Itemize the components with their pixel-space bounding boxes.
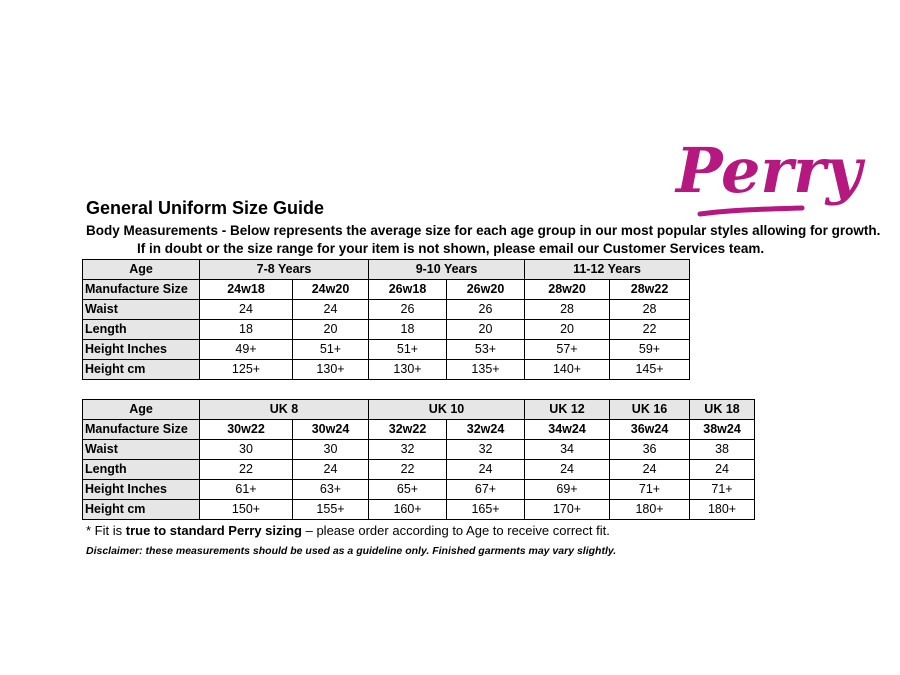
table-cell: 36w24	[610, 420, 690, 440]
table-row	[83, 340, 690, 360]
table-cell: 22	[200, 460, 293, 480]
table-cell: 165+	[447, 500, 525, 520]
row-label: Manufacture Size	[83, 280, 200, 300]
table-cell: 135+	[447, 360, 525, 380]
table-cell: 18	[369, 320, 447, 340]
table-cell: 130+	[293, 360, 369, 380]
fit-note-emphasis: true to standard Perry sizing	[125, 523, 302, 538]
table-cell: 32	[447, 440, 525, 460]
uk-size-header: UK 8	[200, 400, 369, 420]
table-cell: 67+	[447, 480, 525, 500]
table-row	[83, 460, 755, 480]
table-row	[83, 500, 755, 520]
table-cell: 69+	[525, 480, 610, 500]
page-title: General Uniform Size Guide	[86, 198, 325, 218]
disclaimer: Disclaimer: these measurements should be used as a guideline only. Finished garments may vary slightly.	[86, 545, 617, 557]
table-cell: 49+	[200, 340, 293, 360]
uk-size-header: UK 18	[690, 400, 755, 420]
row-label: Waist	[83, 440, 200, 460]
row-label: Manufacture Size	[83, 420, 200, 440]
table-cell: 28	[525, 300, 610, 320]
table-cell: 140+	[525, 360, 610, 380]
table-cell: 38	[690, 440, 755, 460]
row-label: Height Inches	[83, 340, 200, 360]
table-cell: 180+	[690, 500, 755, 520]
table-cell: 32w22	[369, 420, 447, 440]
table-cell: 32w24	[447, 420, 525, 440]
row-label: Waist	[83, 300, 200, 320]
table-cell: 57+	[525, 340, 610, 360]
table-cell: 155+	[293, 500, 369, 520]
table-row	[83, 480, 755, 500]
table-cell: 28	[610, 300, 690, 320]
uk-size-header: UK 12	[525, 400, 610, 420]
age-group-header: 9-10 Years	[369, 260, 525, 280]
table-cell: 26	[447, 300, 525, 320]
size-table-uk	[82, 399, 755, 520]
table-cell: 30	[293, 440, 369, 460]
row-label: Length	[83, 320, 200, 340]
table-cell: 65+	[369, 480, 447, 500]
table-cell: 24	[447, 460, 525, 480]
table-cell: 30w24	[293, 420, 369, 440]
table-row	[83, 440, 755, 460]
age-group-header: 7-8 Years	[200, 260, 369, 280]
size-table-ages	[82, 259, 690, 380]
table-row	[83, 280, 690, 300]
age-header: Age	[83, 400, 200, 420]
table-cell: 26	[369, 300, 447, 320]
table-cell: 24	[525, 460, 610, 480]
table-cell: 61+	[200, 480, 293, 500]
table-cell: 22	[610, 320, 690, 340]
table-cell: 130+	[369, 360, 447, 380]
row-label: Height cm	[83, 360, 200, 380]
table-cell: 59+	[610, 340, 690, 360]
uk-size-header: UK 10	[369, 400, 525, 420]
row-label: Height cm	[83, 500, 200, 520]
table-cell: 30w22	[200, 420, 293, 440]
table-cell: 18	[200, 320, 293, 340]
table-cell: 53+	[447, 340, 525, 360]
table-cell: 34w24	[525, 420, 610, 440]
table-header-row	[83, 260, 690, 280]
table-header-row	[83, 400, 755, 420]
fit-note-prefix: * Fit is	[86, 523, 126, 538]
table-cell: 51+	[369, 340, 447, 360]
table-cell: 24	[200, 300, 293, 320]
table-row	[83, 320, 690, 340]
table-cell: 30	[200, 440, 293, 460]
table-cell: 160+	[369, 500, 447, 520]
table-cell: 26w20	[447, 280, 525, 300]
table-cell: 34	[525, 440, 610, 460]
table-cell: 71+	[610, 480, 690, 500]
age-group-header: 11-12 Years	[525, 260, 690, 280]
uk-size-header: UK 16	[610, 400, 690, 420]
table-cell: 180+	[610, 500, 690, 520]
table-cell: 22	[369, 460, 447, 480]
fit-note-suffix: – please order according to Age to receive correct fit.	[302, 523, 610, 538]
table-cell: 36	[610, 440, 690, 460]
table-cell: 150+	[200, 500, 293, 520]
table-cell: 51+	[293, 340, 369, 360]
table-row	[83, 420, 755, 440]
table-cell: 24w20	[293, 280, 369, 300]
row-label: Length	[83, 460, 200, 480]
table-cell: 20	[293, 320, 369, 340]
logo-wordmark: Perry	[676, 134, 862, 207]
age-header: Age	[83, 260, 200, 280]
table-cell: 63+	[293, 480, 369, 500]
table-row	[83, 360, 690, 380]
intro-line-2: If in doubt or the size range for your item is not shown, please email our Customer Services team.	[137, 241, 765, 256]
table-row	[83, 300, 690, 320]
table-cell: 24	[690, 460, 755, 480]
row-label: Height Inches	[83, 480, 200, 500]
table-cell: 125+	[200, 360, 293, 380]
intro-line-1: Body Measurements - Below represents the average size for each age group in our most popular styles allowing for growth.	[86, 223, 881, 238]
table-cell: 26w18	[369, 280, 447, 300]
table-cell: 32	[369, 440, 447, 460]
table-cell: 20	[525, 320, 610, 340]
table-cell: 38w24	[690, 420, 755, 440]
table-cell: 24	[293, 460, 369, 480]
table-cell: 145+	[610, 360, 690, 380]
table-cell: 24w18	[200, 280, 293, 300]
table-cell: 28w20	[525, 280, 610, 300]
fit-note	[86, 522, 610, 539]
table-cell: 170+	[525, 500, 610, 520]
perry-logo	[672, 126, 862, 221]
table-cell: 28w22	[610, 280, 690, 300]
table-cell: 20	[447, 320, 525, 340]
table-cell: 24	[293, 300, 369, 320]
table-cell: 71+	[690, 480, 755, 500]
table-cell: 24	[610, 460, 690, 480]
